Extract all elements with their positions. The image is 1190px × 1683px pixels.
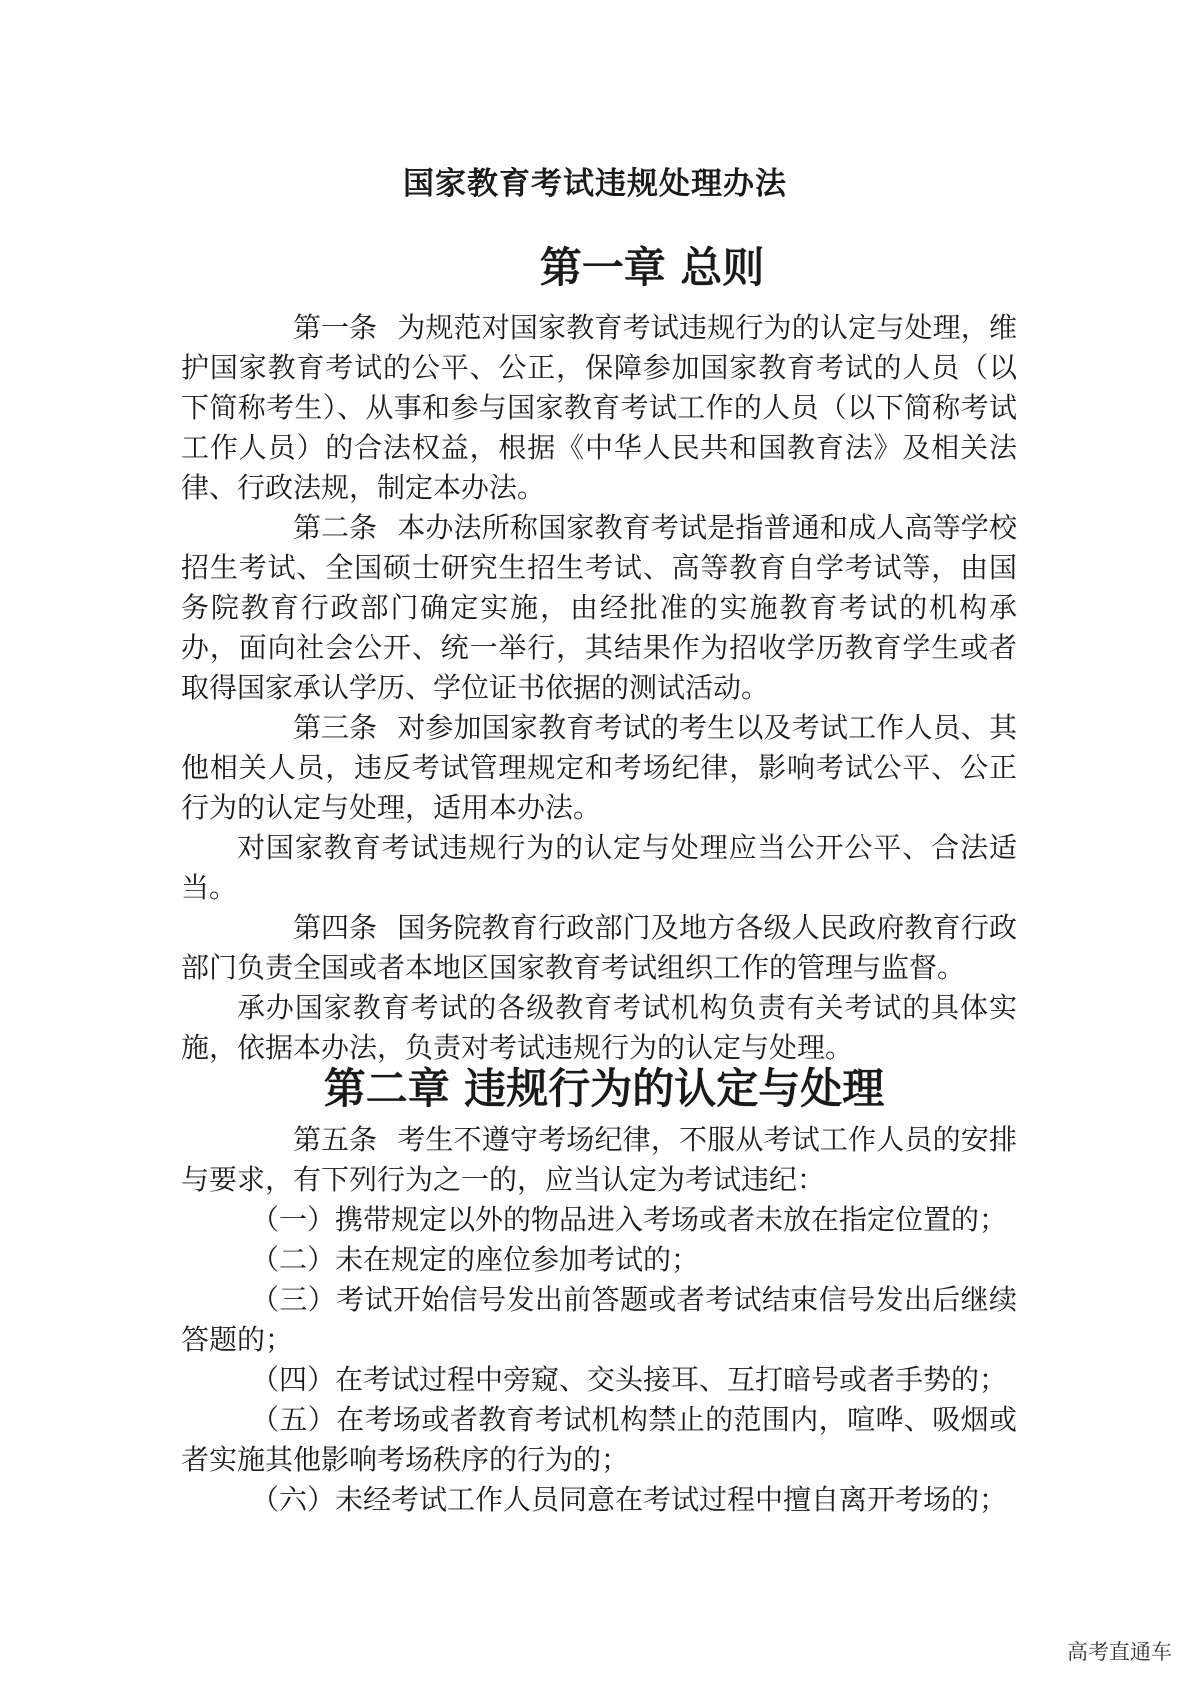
list-item: （三）考试开始信号发出前答题或者考试结束信号发出后继续答题的； — [181, 1283, 1017, 1356]
article-3 — [181, 708, 1017, 828]
list-item: （二）未在规定的座位参加考试的； — [251, 1243, 700, 1276]
article-number: 第二条 — [293, 511, 378, 544]
list-item: （一）携带规定以外的物品进入考场或者未放在指定位置的； — [251, 1203, 1008, 1236]
article-3-paragraph-2: 对国家教育考试违规行为的认定与处理应当公开公平、合法适当。 — [181, 831, 1017, 904]
document-title: 国家教育考试违规处理办法 — [403, 166, 787, 202]
chapter-2-heading: 第二章 违规行为的认定与处理 — [323, 1064, 885, 1113]
article-1 — [181, 308, 1017, 508]
article-number: 第三条 — [293, 711, 378, 744]
article-text: 对参加国家教育考试的考生以及考试工作人员、其他相关人员，违反考试管理规定和考场纪律，影响考试公平、公正行为的认定与处理，适用本办法。 — [181, 711, 1017, 824]
article-4 — [181, 908, 1017, 988]
list-item: （四）在考试过程中旁窥、交头接耳、互打暗号或者手势的； — [251, 1363, 1008, 1396]
article-text: 国务院教育行政部门及地方各级人民政府教育行政部门负责全国或者本地区国家教育考试组织工作的管理与监督。 — [181, 911, 1017, 984]
document-body — [181, 243, 1017, 1520]
article-2 — [181, 508, 1017, 708]
article-text: 为规范对国家教育考试违规行为的认定与处理，维护国家教育考试的公平、公正，保障参加国家教育考试的人员（以下简称考生）、从事和参与国家教育考试工作的人员（以下简称考试工作人员）的合法权益，根据《中华人民共和国教育法》及相关法律、行政法规，制定本办法。 — [181, 311, 1017, 504]
article-text: 本办法所称国家教育考试是指普通和成人高等学校招生考试、全国硕士研究生招生考试、高等教育自学考试等，由国务院教育行政部门确定实施，由经批准的实施教育考试的机构承办，面向社会公开、统一举行，其结果作为招收学历教育学生或者取得国家承认学历、学位证书依据的测试活动。 — [181, 511, 1017, 704]
article-text: 考生不遵守考场纪律，不服从考试工作人员的安排与要求，有下列行为之一的，应当认定为考试违纪： — [181, 1123, 1017, 1196]
article-4-paragraph-2: 承办国家教育考试的各级教育考试机构负责有关考试的具体实施，依据本办法，负责对考试违规行为的认定与处理。 — [181, 991, 1017, 1064]
chapter-1-heading: 第一章 总则 — [539, 243, 765, 292]
article-5 — [181, 1120, 1017, 1200]
article-number: 第五条 — [293, 1123, 378, 1156]
article-number: 第一条 — [293, 311, 378, 344]
article-number: 第四条 — [293, 911, 378, 944]
list-item: （五）在考场或者教育考试机构禁止的范围内，喧哗、吸烟或者实施其他影响考场秩序的行为的； — [181, 1403, 1017, 1476]
watermark: 高考直通车 — [1067, 1640, 1172, 1664]
list-item: （六）未经考试工作人员同意在考试过程中擅自离开考场的； — [251, 1483, 1008, 1516]
